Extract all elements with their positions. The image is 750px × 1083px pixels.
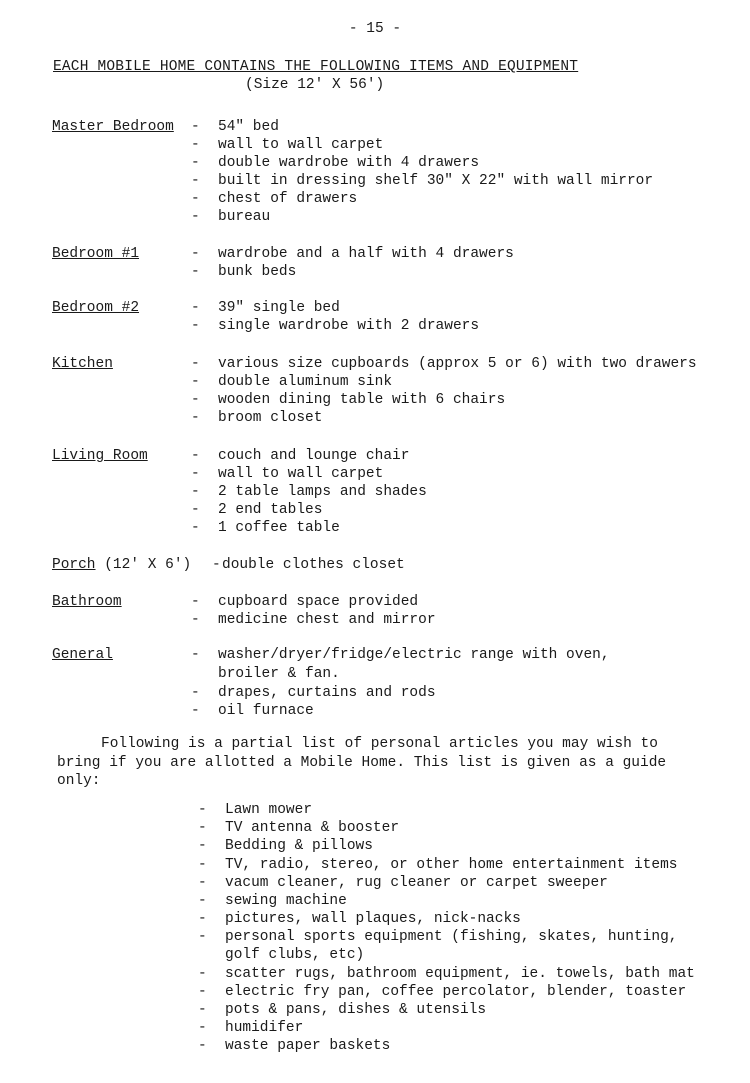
room-items [191,299,479,335]
room-items [212,556,405,574]
list-item: - TV, radio, stereo, or other home entertainment items [198,856,678,873]
personal-articles-list [198,801,695,1056]
list-item: - double clothes closet [212,557,405,573]
list-item: - bureau [191,209,271,225]
room-items [191,355,697,427]
list-item: - vacum cleaner, rug cleaner or carpet sweeper [198,874,608,891]
list-item: - 54" bed [191,119,279,135]
list-item: - personal sports equipment (fishing, skates, hunting, golf clubs, etc) [198,929,678,964]
list-item: - humidifer [198,1020,304,1037]
list-item: - medicine chest and mirror [191,612,436,628]
list-item: - sewing machine [198,892,347,909]
list-item: - broom closet [191,410,323,426]
list-item: - bunk beds [191,264,297,280]
room-items [191,646,658,720]
list-item: - scatter rugs, bathroom equipment, ie. towels, bath mat [198,965,695,982]
list-item: - 39" single bed [191,300,340,316]
intro-paragraph: Following is a partial list of personal articles you may wish to bring if you are allotted a Mobile Home. This list is given as a guide only: [57,736,667,789]
list-item: - 1 coffee table [191,520,340,536]
room-label: Bathroom [52,594,122,610]
list-item: - wardrobe and a half with 4 drawers [191,246,514,262]
list-item: - 2 table lamps and shades [191,484,427,500]
list-item: - wooden dining table with 6 chairs [191,392,506,408]
list-item: - cupboard space provided [191,594,419,610]
list-item: - pictures, wall plaques, nick-nacks [198,911,521,928]
list-item: - double aluminum sink [191,374,393,390]
list-item: - single wardrobe with 2 drawers [191,318,480,334]
room-items [191,118,653,226]
page-number: - 15 - [348,21,402,37]
list-item: - pots & pans, dishes & utensils [198,1002,487,1019]
list-item: - TV antenna & booster [198,820,400,837]
list-item: - couch and lounge chair [191,448,410,464]
room-items [191,245,514,281]
list-item: - oil furnace [191,703,314,719]
list-item: - built in dressing shelf 30" X 22" with wall mirror [191,173,654,189]
list-item: - various size cupboards (approx 5 or 6) with two drawers [191,356,697,372]
size-note: (Size 12' X 56') [245,77,385,93]
room-items [191,593,436,629]
list-item: - drapes, curtains and rods [191,685,436,701]
room-label: Bedroom #1 [52,246,140,262]
page-heading: EACH MOBILE HOME CONTAINS THE FOLLOWING ITEMS AND EQUIPMENT [53,59,579,75]
list-item: - chest of drawers [191,191,358,207]
list-item: - wall to wall carpet [191,137,384,153]
list-item: - 2 end tables [191,502,323,518]
list-item: - electric fry pan, coffee percolator, blender, toaster [198,983,687,1000]
room-label: Porch (12' X 6') [52,557,192,573]
room-label: Master Bedroom [52,119,174,135]
room-label: Bedroom #2 [52,300,140,316]
list-item: - washer/dryer/fridge/electric range with oven, broiler & fan. [191,647,610,682]
list-item: - wall to wall carpet [191,466,384,482]
list-item: - waste paper baskets [198,1038,391,1055]
room-label: Living Room [52,448,148,464]
list-item: - Bedding & pillows [198,838,373,855]
room-label: Kitchen [52,356,113,372]
list-item: - double wardrobe with 4 drawers [191,155,480,171]
room-items [191,447,427,537]
room-label: General [52,647,113,663]
list-item: - Lawn mower [198,802,313,818]
